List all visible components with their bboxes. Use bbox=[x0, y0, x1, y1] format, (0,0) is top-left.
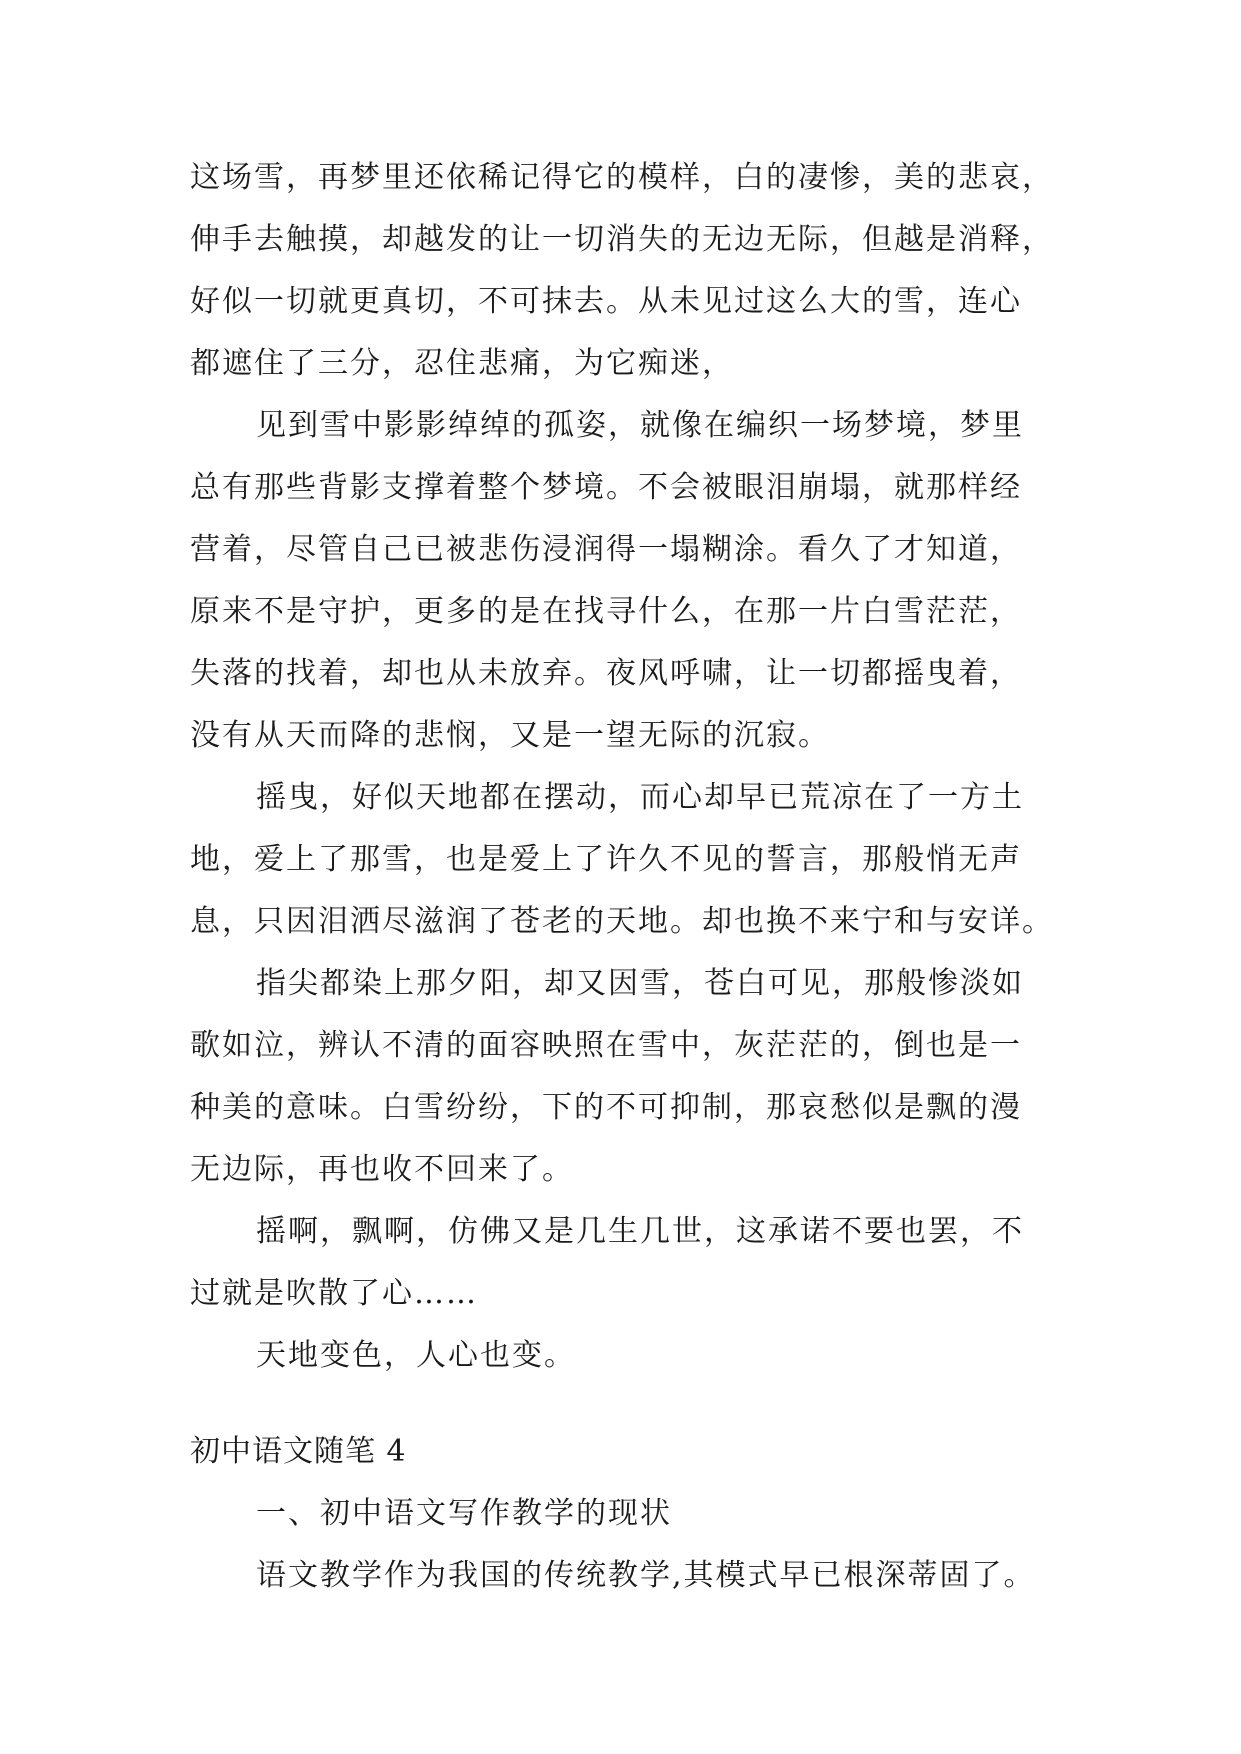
section-block bbox=[190, 1432, 1054, 1596]
essay-body bbox=[190, 158, 1054, 1376]
paragraph-line: 摇曳，好似天地都在摆动，而心却早已荒凉在了一方土 bbox=[256, 780, 1024, 815]
paragraph-line: 种美的意味。白雪纷纷，下的不可抑制，那哀愁似是飘的漫 bbox=[190, 1090, 1022, 1125]
paragraph-line: 息，只因泪洒尽滋润了苍老的天地。却也换不来宁和与安详。 bbox=[190, 904, 1054, 939]
paragraph-line: 营着，尽管自己已被悲伤浸润得一塌糊涂。看久了才知道， bbox=[190, 532, 1022, 567]
paragraph-line: 总有那些背影支撑着整个梦境。不会被眼泪崩塌，就那样经 bbox=[190, 470, 1022, 505]
section-first-line: 语文教学作为我国的传统教学,其模式早已根深蒂固了。 bbox=[256, 1558, 1036, 1593]
paragraph-line: 失落的找着，却也从未放弃。夜风呼啸，让一切都摇曳着， bbox=[190, 656, 1022, 691]
section-title: 初中语文随笔 4 bbox=[190, 1434, 407, 1469]
paragraph-line: 原来不是守护，更多的是在找寻什么，在那一片白雪茫茫， bbox=[190, 594, 1022, 629]
section-subheading: 一、初中语文写作教学的现状 bbox=[256, 1496, 672, 1531]
paragraph-line: 见到雪中影影绰绰的孤姿，就像在编织一场梦境，梦里 bbox=[256, 408, 1024, 443]
paragraph-line: 指尖都染上那夕阳，却又因雪，苍白可见，那般惨淡如 bbox=[256, 966, 1024, 1001]
paragraph-line: 地，爱上了那雪，也是爱上了许久不见的誓言，那般悄无声 bbox=[190, 842, 1022, 877]
paragraph-line: 伸手去触摸，却越发的让一切消失的无边无际，但越是消释， bbox=[190, 222, 1054, 257]
paragraph-line: 歌如泣，辨认不清的面容映照在雪中，灰茫茫的，倒也是一 bbox=[190, 1028, 1022, 1063]
paragraph-line: 都遮住了三分，忍住悲痛，为它痴迷， bbox=[190, 346, 734, 381]
document-page bbox=[190, 158, 1054, 1618]
paragraph-line: 这场雪，再梦里还依稀记得它的模样，白的凄惨，美的悲哀， bbox=[190, 160, 1054, 195]
paragraph-line: 没有从天而降的悲悯，又是一望无际的沉寂。 bbox=[190, 718, 830, 753]
paragraph-line: 过就是吹散了心…… bbox=[190, 1276, 478, 1311]
paragraph-line: 好似一切就更真切，不可抹去。从未见过这么大的雪，连心 bbox=[190, 284, 1022, 319]
paragraph-line: 天地变色，人心也变。 bbox=[256, 1338, 576, 1373]
paragraph-line: 无边际，再也收不回来了。 bbox=[190, 1152, 574, 1187]
paragraph-line: 摇啊，飘啊，仿佛又是几生几世，这承诺不要也罢，不 bbox=[256, 1214, 1024, 1249]
